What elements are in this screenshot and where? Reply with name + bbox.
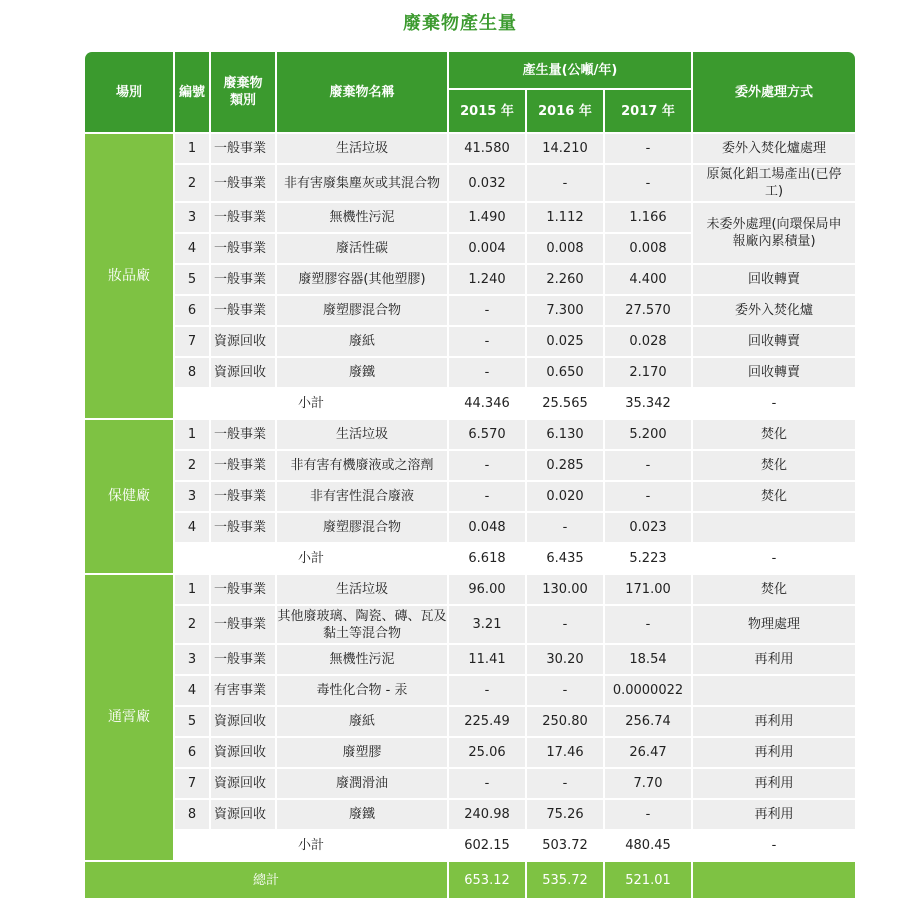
- value-2016: 130.00: [527, 575, 603, 604]
- value-2016: 0.025: [527, 327, 603, 356]
- table-row: [85, 134, 855, 163]
- row-number: 6: [175, 296, 209, 325]
- row-number: 6: [175, 738, 209, 767]
- value-2015: 0.048: [449, 513, 525, 542]
- value-2015: 1.240: [449, 265, 525, 294]
- subtotal-2016: 25.565: [527, 389, 603, 418]
- row-number: 4: [175, 513, 209, 542]
- waste-name: 非有害性混合廢液: [277, 482, 447, 511]
- subtotal-2016: 503.72: [527, 831, 603, 860]
- subtotal-row: [85, 389, 855, 418]
- waste-category: 一般事業: [211, 134, 275, 163]
- header-site: 場別: [85, 52, 173, 132]
- value-2016: 0.285: [527, 451, 603, 480]
- disposal-method: 原氮化鋁工場產出(已停工): [693, 165, 855, 201]
- subtotal-2015: 44.346: [449, 389, 525, 418]
- total-method: [693, 862, 855, 898]
- value-2017: 2.170: [605, 358, 691, 387]
- waste-category: 一般事業: [211, 606, 275, 643]
- header-year-2017: 2017 年: [605, 90, 691, 132]
- waste-category: 一般事業: [211, 420, 275, 449]
- header-amount: 產生量(公噸/年): [449, 52, 691, 88]
- subtotal-2015: 6.618: [449, 544, 525, 573]
- row-number: 1: [175, 134, 209, 163]
- disposal-method: 物理處理: [693, 606, 855, 643]
- disposal-method: 焚化: [693, 420, 855, 449]
- disposal-method: 回收轉賣: [693, 265, 855, 294]
- waste-name: 無機性污泥: [277, 203, 447, 232]
- value-2017: -: [605, 134, 691, 163]
- waste-category: 有害事業: [211, 676, 275, 705]
- waste-category: 一般事業: [211, 234, 275, 263]
- value-2015: -: [449, 327, 525, 356]
- row-number: 7: [175, 769, 209, 798]
- waste-category: 資源回收: [211, 327, 275, 356]
- header-no: 編號: [175, 52, 209, 132]
- disposal-method: [693, 513, 855, 542]
- value-2017: 27.570: [605, 296, 691, 325]
- total-label: 總計: [85, 862, 447, 898]
- waste-name: 生活垃圾: [277, 134, 447, 163]
- table-row: [85, 738, 855, 767]
- waste-category: 一般事業: [211, 165, 275, 201]
- row-number: 2: [175, 165, 209, 201]
- value-2016: 17.46: [527, 738, 603, 767]
- table-row: [85, 358, 855, 387]
- waste-category: 一般事業: [211, 513, 275, 542]
- table-row: [85, 451, 855, 480]
- row-number: 1: [175, 575, 209, 604]
- row-number: 3: [175, 203, 209, 232]
- table-row: [85, 513, 855, 542]
- waste-category: 一般事業: [211, 296, 275, 325]
- table-row: [85, 165, 855, 201]
- subtotal-2015: 602.15: [449, 831, 525, 860]
- value-2016: 2.260: [527, 265, 603, 294]
- value-2015: 3.21: [449, 606, 525, 643]
- row-number: 1: [175, 420, 209, 449]
- value-2015: 0.004: [449, 234, 525, 263]
- value-2016: -: [527, 676, 603, 705]
- value-2015: -: [449, 676, 525, 705]
- waste-name: 廢活性碳: [277, 234, 447, 263]
- waste-category: 資源回收: [211, 358, 275, 387]
- site-name: 通霄廠: [85, 575, 173, 860]
- row-number: 2: [175, 451, 209, 480]
- waste-name: 廢潤滑油: [277, 769, 447, 798]
- value-2017: 26.47: [605, 738, 691, 767]
- disposal-method: 再利用: [693, 738, 855, 767]
- subtotal-2017: 480.45: [605, 831, 691, 860]
- value-2017: 0.028: [605, 327, 691, 356]
- subtotal-row: [85, 544, 855, 573]
- waste-name: 其他廢玻璃、陶瓷、磚、瓦及黏土等混合物: [277, 606, 447, 643]
- waste-category: 一般事業: [211, 203, 275, 232]
- header-year-2016: 2016 年: [527, 90, 603, 132]
- value-2015: -: [449, 296, 525, 325]
- waste-name: 非有害廢集塵灰或其混合物: [277, 165, 447, 201]
- waste-category: 一般事業: [211, 265, 275, 294]
- value-2015: -: [449, 769, 525, 798]
- header-category: 廢棄物類別: [211, 52, 275, 132]
- table-row: [85, 769, 855, 798]
- waste-name: 無機性污泥: [277, 645, 447, 674]
- waste-name: 毒性化合物 - 汞: [277, 676, 447, 705]
- value-2017: 18.54: [605, 645, 691, 674]
- value-2015: 25.06: [449, 738, 525, 767]
- table-row: [85, 482, 855, 511]
- row-number: 8: [175, 800, 209, 829]
- total-2017: 521.01: [605, 862, 691, 898]
- value-2015: 1.490: [449, 203, 525, 232]
- value-2017: -: [605, 451, 691, 480]
- waste-category: 資源回收: [211, 800, 275, 829]
- row-number: 3: [175, 482, 209, 511]
- value-2017: -: [605, 800, 691, 829]
- subtotal-label: 小計: [175, 544, 447, 573]
- value-2015: -: [449, 358, 525, 387]
- site-name: 保健廠: [85, 420, 173, 573]
- disposal-method: 再利用: [693, 769, 855, 798]
- table-row: [85, 265, 855, 294]
- subtotal-method: -: [693, 831, 855, 860]
- value-2016: -: [527, 769, 603, 798]
- table-row: [85, 645, 855, 674]
- total-2015: 653.12: [449, 862, 525, 898]
- waste-category: 資源回收: [211, 738, 275, 767]
- table-row: [85, 296, 855, 325]
- header-year-2015: 2015 年: [449, 90, 525, 132]
- value-2016: 75.26: [527, 800, 603, 829]
- site-name: 妝品廠: [85, 134, 173, 418]
- value-2016: 0.008: [527, 234, 603, 263]
- waste-name: 生活垃圾: [277, 420, 447, 449]
- disposal-method: [693, 676, 855, 705]
- row-number: 3: [175, 645, 209, 674]
- disposal-method: 再利用: [693, 645, 855, 674]
- disposal-method: 未委外處理(向環保局申報廠內累積量): [693, 203, 855, 263]
- table-row: [85, 327, 855, 356]
- row-number: 7: [175, 327, 209, 356]
- disposal-method: 焚化: [693, 451, 855, 480]
- value-2017: 5.200: [605, 420, 691, 449]
- value-2017: 0.0000022: [605, 676, 691, 705]
- table-row: [85, 575, 855, 604]
- value-2016: 0.650: [527, 358, 603, 387]
- value-2016: 7.300: [527, 296, 603, 325]
- value-2015: 225.49: [449, 707, 525, 736]
- subtotal-2016: 6.435: [527, 544, 603, 573]
- waste-name: 廢塑膠容器(其他塑膠): [277, 265, 447, 294]
- waste-category: 資源回收: [211, 707, 275, 736]
- value-2016: 6.130: [527, 420, 603, 449]
- value-2016: 30.20: [527, 645, 603, 674]
- table-row: [85, 676, 855, 705]
- subtotal-2017: 35.342: [605, 389, 691, 418]
- value-2017: 0.008: [605, 234, 691, 263]
- header-method: 委外處理方式: [693, 52, 855, 132]
- value-2017: 7.70: [605, 769, 691, 798]
- disposal-method: 委外入焚化爐處理: [693, 134, 855, 163]
- value-2016: 1.112: [527, 203, 603, 232]
- row-number: 5: [175, 707, 209, 736]
- value-2017: 256.74: [605, 707, 691, 736]
- value-2015: 96.00: [449, 575, 525, 604]
- waste-name: 廢塑膠混合物: [277, 513, 447, 542]
- table-row: [85, 800, 855, 829]
- waste-name: 非有害有機廢液或之溶劑: [277, 451, 447, 480]
- value-2015: 6.570: [449, 420, 525, 449]
- total-row: [85, 862, 855, 898]
- subtotal-row: [85, 831, 855, 860]
- value-2016: -: [527, 165, 603, 201]
- disposal-method: 焚化: [693, 482, 855, 511]
- table-body: [85, 134, 855, 898]
- value-2016: 250.80: [527, 707, 603, 736]
- waste-category: 一般事業: [211, 482, 275, 511]
- subtotal-method: -: [693, 544, 855, 573]
- disposal-method: 回收轉賣: [693, 327, 855, 356]
- value-2015: 41.580: [449, 134, 525, 163]
- value-2015: 0.032: [449, 165, 525, 201]
- value-2017: 0.023: [605, 513, 691, 542]
- row-number: 8: [175, 358, 209, 387]
- table-row: [85, 420, 855, 449]
- waste-table: [83, 50, 857, 900]
- value-2015: 240.98: [449, 800, 525, 829]
- table-row: [85, 203, 855, 232]
- subtotal-label: 小計: [175, 831, 447, 860]
- row-number: 4: [175, 676, 209, 705]
- disposal-method: 再利用: [693, 800, 855, 829]
- disposal-method: 焚化: [693, 575, 855, 604]
- table-row: [85, 606, 855, 643]
- value-2017: 1.166: [605, 203, 691, 232]
- value-2015: 11.41: [449, 645, 525, 674]
- value-2017: 171.00: [605, 575, 691, 604]
- value-2017: -: [605, 165, 691, 201]
- waste-name: 生活垃圾: [277, 575, 447, 604]
- disposal-method: 委外入焚化爐: [693, 296, 855, 325]
- waste-name: 廢塑膠: [277, 738, 447, 767]
- page-title: 廢棄物產生量: [403, 13, 517, 34]
- value-2016: 0.020: [527, 482, 603, 511]
- header-name: 廢棄物名稱: [277, 52, 447, 132]
- subtotal-2017: 5.223: [605, 544, 691, 573]
- value-2016: 14.210: [527, 134, 603, 163]
- waste-name: 廢紙: [277, 327, 447, 356]
- waste-category: 一般事業: [211, 451, 275, 480]
- value-2015: -: [449, 482, 525, 511]
- row-number: 4: [175, 234, 209, 263]
- subtotal-method: -: [693, 389, 855, 418]
- value-2017: -: [605, 606, 691, 643]
- waste-name: 廢鐵: [277, 800, 447, 829]
- waste-category: 一般事業: [211, 645, 275, 674]
- waste-category: 一般事業: [211, 575, 275, 604]
- table-row: [85, 707, 855, 736]
- disposal-method: 再利用: [693, 707, 855, 736]
- value-2017: -: [605, 482, 691, 511]
- value-2017: 4.400: [605, 265, 691, 294]
- value-2016: -: [527, 513, 603, 542]
- waste-name: 廢紙: [277, 707, 447, 736]
- value-2015: -: [449, 451, 525, 480]
- row-number: 2: [175, 606, 209, 643]
- waste-name: 廢塑膠混合物: [277, 296, 447, 325]
- value-2016: -: [527, 606, 603, 643]
- waste-name: 廢鐵: [277, 358, 447, 387]
- subtotal-label: 小計: [175, 389, 447, 418]
- disposal-method: 回收轉賣: [693, 358, 855, 387]
- row-number: 5: [175, 265, 209, 294]
- waste-category: 資源回收: [211, 769, 275, 798]
- total-2016: 535.72: [527, 862, 603, 898]
